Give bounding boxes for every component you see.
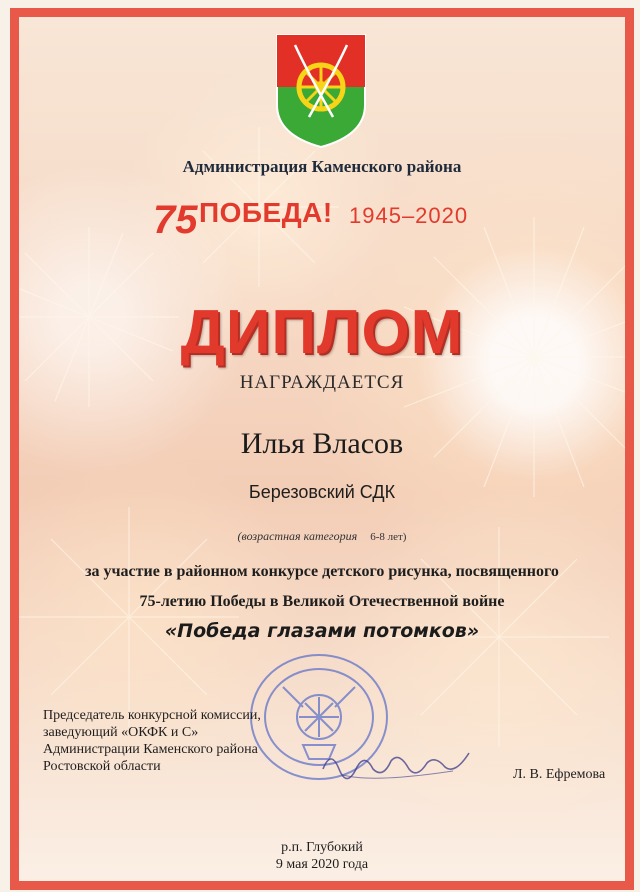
signatory-line-2: заведующий «ОКФК и С» bbox=[43, 725, 199, 740]
age-category bbox=[19, 529, 625, 544]
coat-of-arms-emblem bbox=[273, 31, 369, 149]
issue-place-date bbox=[19, 839, 625, 873]
signatory-line-1: Председатель конкурсной комиссии, bbox=[43, 708, 261, 723]
signatory-name: Л. В. Ефремова bbox=[513, 767, 606, 782]
signatory-line-4: Ростовской области bbox=[43, 759, 161, 774]
diploma-title: ДИПЛОМ bbox=[180, 298, 464, 367]
recipient-name: Илья Власов bbox=[240, 427, 404, 460]
awarded-label: НАГРАЖДАЕТСЯ bbox=[239, 372, 405, 393]
victory-number: 75 bbox=[153, 198, 198, 239]
issue-place: р.п. Глубокий bbox=[281, 840, 363, 855]
administration-title: Администрация Каменского района bbox=[182, 157, 462, 176]
age-category-value: 6-8 лет) bbox=[370, 531, 407, 543]
participation-line-2: 75-летию Победы в Великой Отечественной войне bbox=[139, 593, 505, 610]
victory-years: 1945–2020 bbox=[349, 203, 469, 228]
contest-name: «Победа глазами потомков» bbox=[164, 620, 480, 642]
recipient-organization: Березовский СДК bbox=[248, 482, 396, 502]
handwritten-signature bbox=[313, 739, 483, 789]
participation-line-1: за участие в районном конкурсе детского рисунка, посвященного bbox=[85, 563, 559, 580]
diploma-frame bbox=[10, 8, 634, 890]
age-category-label: (возрастная категория bbox=[237, 529, 358, 543]
signatory-block bbox=[43, 707, 323, 775]
victory-75-emblem bbox=[153, 195, 203, 239]
issue-date: 9 мая 2020 года bbox=[275, 857, 369, 872]
participation-text bbox=[19, 557, 625, 617]
signatory-line-3: Администрации Каменского района bbox=[43, 742, 258, 757]
victory-word: ПОБЕДА! bbox=[199, 197, 333, 228]
victory-logo bbox=[153, 195, 513, 239]
